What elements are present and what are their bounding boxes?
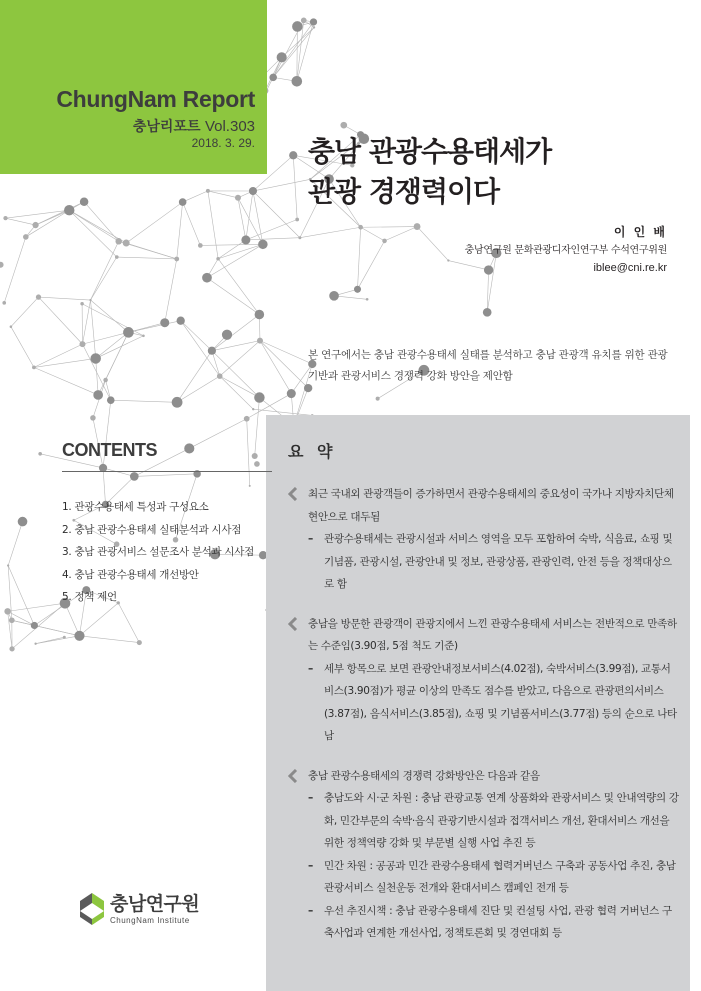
summary-sub-item	[288, 528, 680, 596]
network-node	[63, 636, 66, 639]
network-node	[292, 21, 303, 32]
network-line	[361, 227, 385, 241]
network-line	[96, 358, 98, 394]
contents-item: 1. 관광수용태세 특성과 구성요소	[62, 501, 209, 513]
network-line	[273, 22, 313, 77]
network-node	[269, 74, 277, 82]
network-node	[172, 397, 183, 408]
network-node	[277, 52, 287, 62]
network-line	[273, 27, 314, 77]
network-line	[118, 603, 139, 643]
network-node	[252, 408, 254, 410]
summary-sub-item	[288, 787, 680, 855]
network-line	[218, 259, 259, 315]
network-line	[220, 376, 254, 409]
network-node	[447, 259, 449, 261]
dash-bullet: –	[308, 859, 313, 872]
network-node	[103, 378, 108, 383]
network-line	[207, 278, 259, 315]
network-node	[174, 257, 179, 262]
network-node	[354, 286, 361, 293]
summary-point	[288, 483, 680, 596]
network-line	[6, 218, 36, 225]
network-node	[295, 218, 299, 222]
network-node	[9, 617, 15, 623]
network-node	[258, 240, 268, 250]
dash-bullet: –	[308, 662, 313, 675]
contents-heading: CONTENTS	[62, 440, 157, 460]
network-line	[334, 296, 367, 299]
contents-section	[62, 440, 272, 609]
summary-sub-text: 우선 추진시책 : 충남 관광수용태세 진단 및 컨설팅 사업, 관광 협력 거버넌스 구축사업과 연계한 개선사업, 정책토론회 및 경연대회 등	[324, 904, 672, 939]
network-line	[79, 636, 139, 643]
institute-logo	[78, 889, 218, 933]
network-node	[142, 334, 145, 337]
network-node	[80, 302, 83, 305]
network-line	[91, 241, 119, 300]
network-node	[198, 243, 203, 248]
network-line	[361, 227, 417, 228]
network-node	[31, 622, 38, 629]
network-line	[385, 227, 418, 241]
network-node	[123, 240, 130, 247]
network-line	[358, 227, 361, 289]
network-line	[208, 191, 238, 198]
network-node	[216, 257, 220, 261]
network-line	[200, 244, 263, 245]
contents-item: 4. 충남 관광수용태세 개선방안	[62, 568, 199, 581]
report-brand-box	[0, 0, 267, 174]
network-line	[39, 297, 91, 300]
network-line	[207, 244, 263, 277]
network-line	[39, 297, 83, 344]
network-line	[358, 241, 385, 289]
chungnam-institute-logo-icon	[78, 891, 106, 927]
network-line	[8, 522, 22, 566]
network-line	[34, 625, 79, 635]
network-line	[183, 202, 201, 245]
network-line	[82, 332, 128, 344]
summary-panel	[266, 415, 690, 991]
network-node	[10, 325, 13, 328]
network-line	[246, 191, 253, 240]
contents-item: 5. 정책 제언	[62, 591, 117, 603]
network-node	[289, 151, 297, 159]
title-line-1: 충남 관광수용태세가	[308, 135, 552, 168]
page-title	[308, 132, 551, 212]
network-node	[254, 392, 264, 402]
network-node	[358, 225, 363, 230]
report-volume	[133, 116, 255, 136]
network-line	[238, 198, 263, 245]
network-node	[38, 452, 42, 456]
network-node	[32, 365, 36, 369]
network-node	[382, 239, 387, 244]
contents-item: 3. 충남 관광서비스 설문조사 분석과 시사점	[62, 546, 254, 558]
network-node	[2, 301, 6, 305]
network-node	[137, 640, 142, 645]
report-series-title: ChungNam Report	[56, 86, 255, 112]
network-node	[257, 338, 263, 344]
network-node	[115, 255, 119, 259]
network-node	[301, 18, 307, 24]
network-node	[376, 397, 380, 401]
network-line	[212, 341, 260, 351]
network-node	[18, 517, 28, 527]
summary-sub-text: 충남도와 시·군 차원 : 충남 관광교통 연계 상품화와 관광서비스 및 안내역량의 강화, 민간부문의 숙박·음식 관광기반시설과 접객서비스 개선, 환대서비스 개선을 위한 정책역량 강화 및 부문별 실행 사업 추진 등	[324, 792, 679, 849]
author-email: iblee@cni.re.kr	[593, 262, 667, 274]
network-line	[177, 351, 212, 403]
network-node	[36, 294, 41, 299]
network-node	[208, 347, 216, 355]
network-line	[253, 191, 300, 238]
network-line	[260, 341, 312, 364]
network-line	[126, 243, 177, 259]
network-node	[74, 631, 84, 641]
network-line	[177, 202, 183, 259]
summary-sub-text: 세부 항목으로 보면 관광안내정보서비스(4.02점), 숙박서비스(3.99점), 교통서비스(3.90점)가 평균 이상의 만족도 점수를 받았고, 다음으로 관광편의서비스(3.87점), 음식서비스(3.85점), 쇼핑 및 기념품서비스(3.77점) 등의 순으로 나타남	[324, 662, 677, 742]
network-node	[64, 205, 74, 215]
network-node	[123, 327, 134, 338]
network-line	[128, 321, 180, 333]
network-node	[310, 18, 317, 25]
network-line	[218, 240, 246, 259]
network-node	[329, 291, 339, 301]
logo-name-ko: 충남연구원	[110, 893, 200, 915]
network-node	[222, 330, 232, 340]
summary-point	[288, 613, 680, 748]
network-node	[93, 390, 103, 400]
network-line	[246, 219, 297, 239]
network-line	[128, 323, 164, 333]
network-line	[69, 210, 118, 241]
summary-sub-item	[288, 658, 680, 748]
summary-point-text: 충남 관광수용태세의 경쟁력 강화방안은 다음과 같음	[308, 769, 540, 782]
summary-sub-item	[288, 900, 680, 945]
network-node	[160, 318, 169, 327]
network-node	[90, 415, 96, 421]
network-line	[183, 191, 208, 202]
network-line	[220, 376, 260, 397]
network-node	[249, 187, 257, 195]
report-date: 2018. 3. 29.	[191, 136, 255, 150]
network-node	[298, 236, 301, 239]
network-node	[217, 373, 223, 379]
network-node	[7, 564, 9, 566]
network-node	[4, 608, 11, 615]
network-line	[34, 367, 98, 395]
network-node	[292, 76, 303, 87]
network-node	[244, 416, 250, 422]
network-line	[11, 327, 34, 368]
network-node	[34, 643, 36, 645]
network-line	[246, 238, 300, 240]
network-line	[91, 257, 117, 300]
logo-name-en: ChungNam Institute	[110, 916, 190, 925]
network-node	[0, 262, 4, 268]
summary-heading: 요 약	[288, 442, 337, 461]
network-line	[253, 179, 310, 191]
author-block	[465, 224, 667, 276]
network-line	[82, 300, 90, 344]
network-line	[293, 155, 297, 219]
network-line	[4, 237, 26, 303]
network-node	[366, 298, 369, 301]
network-line	[165, 259, 177, 323]
intro-text: 본 연구에서는 충남 관광수용태세 실태를 분석하고 충남 관광객 유치를 위한 관광기반과 관광서비스 경쟁력 강화 방안을 제안함	[308, 349, 668, 382]
network-line	[297, 26, 298, 81]
network-node	[89, 299, 91, 301]
network-node	[483, 308, 492, 317]
network-line	[177, 376, 220, 402]
chevron-left-icon	[288, 487, 298, 501]
chevron-left-icon	[288, 769, 298, 783]
network-node	[9, 646, 14, 651]
summary-point-text: 충남을 방문한 관광객이 관광지에서 느낀 관광수용태세 서비스는 전반적으로 만족하는 수준임(3.90점, 5점 척도 기준)	[308, 617, 677, 652]
network-node	[313, 26, 315, 28]
report-volume-number: Vol.303	[204, 118, 255, 135]
summary-point-text: 최근 국내외 관광객들이 증가하면서 관광수용태세의 중요성이 국가나 지방자치단체 현안으로 대두됨	[308, 488, 674, 523]
dash-bullet: –	[308, 792, 313, 804]
network-line	[111, 400, 177, 402]
network-node	[90, 353, 100, 363]
network-node	[80, 198, 89, 207]
network-line	[212, 314, 259, 350]
network-node	[179, 198, 187, 206]
network-line	[417, 227, 448, 261]
network-node	[206, 189, 210, 193]
network-node	[414, 223, 421, 230]
network-node	[23, 234, 29, 240]
network-node	[287, 389, 296, 398]
network-node	[3, 216, 7, 220]
network-node	[177, 317, 185, 325]
network-line	[126, 202, 182, 243]
network-line	[181, 321, 212, 351]
network-node	[115, 238, 121, 244]
summary-sub-item	[288, 855, 680, 900]
network-line	[208, 191, 218, 259]
summary-point	[288, 765, 680, 945]
network-line	[8, 566, 34, 626]
network-line	[117, 257, 177, 259]
chevron-left-icon	[288, 617, 298, 631]
contents-item: 2. 충남 관광수용태세 실태분석과 시사점	[62, 523, 242, 536]
author-name: 이 인 배	[613, 225, 667, 239]
network-line	[11, 297, 39, 327]
network-line	[36, 636, 80, 644]
network-line	[106, 332, 129, 380]
network-line	[91, 300, 129, 332]
network-node	[202, 273, 212, 283]
network-line	[218, 244, 263, 258]
network-node	[32, 222, 38, 228]
network-node	[241, 235, 250, 244]
dash-bullet: –	[308, 533, 313, 545]
author-affiliation: 충남연구원 문화관광디자인연구부 수석연구위원	[464, 245, 667, 256]
summary-sub-text: 관광수용태세는 관광시설과 서비스 영역을 모두 포함하여 숙박, 식음료, 쇼핑 및 기념품, 관광시설, 관광안내 및 정보, 관광상품, 관광인력, 안전 등을 정책대상으로 함	[324, 533, 673, 590]
network-node	[255, 310, 265, 320]
title-line-2: 관광 경쟁력이다	[308, 175, 500, 208]
report-name-ko: 충남리포트	[132, 119, 201, 135]
dash-bullet: –	[308, 904, 313, 917]
network-line	[220, 341, 260, 377]
network-line	[26, 210, 69, 237]
network-line	[238, 198, 246, 240]
network-node	[79, 341, 85, 347]
contents-list	[62, 496, 272, 609]
summary-sub-text: 민간 차원 : 공공과 민간 관광수용태세 협력거버넌스 구축과 공동사업 추진, 충남 관광서비스 실천운동 전개와 환대서비스 캠페인 전개 등	[324, 859, 676, 894]
network-node	[235, 195, 241, 201]
network-line	[300, 227, 361, 237]
contents-divider	[62, 471, 272, 472]
network-node	[107, 396, 115, 404]
summary-body	[288, 483, 680, 962]
network-node	[340, 122, 347, 129]
